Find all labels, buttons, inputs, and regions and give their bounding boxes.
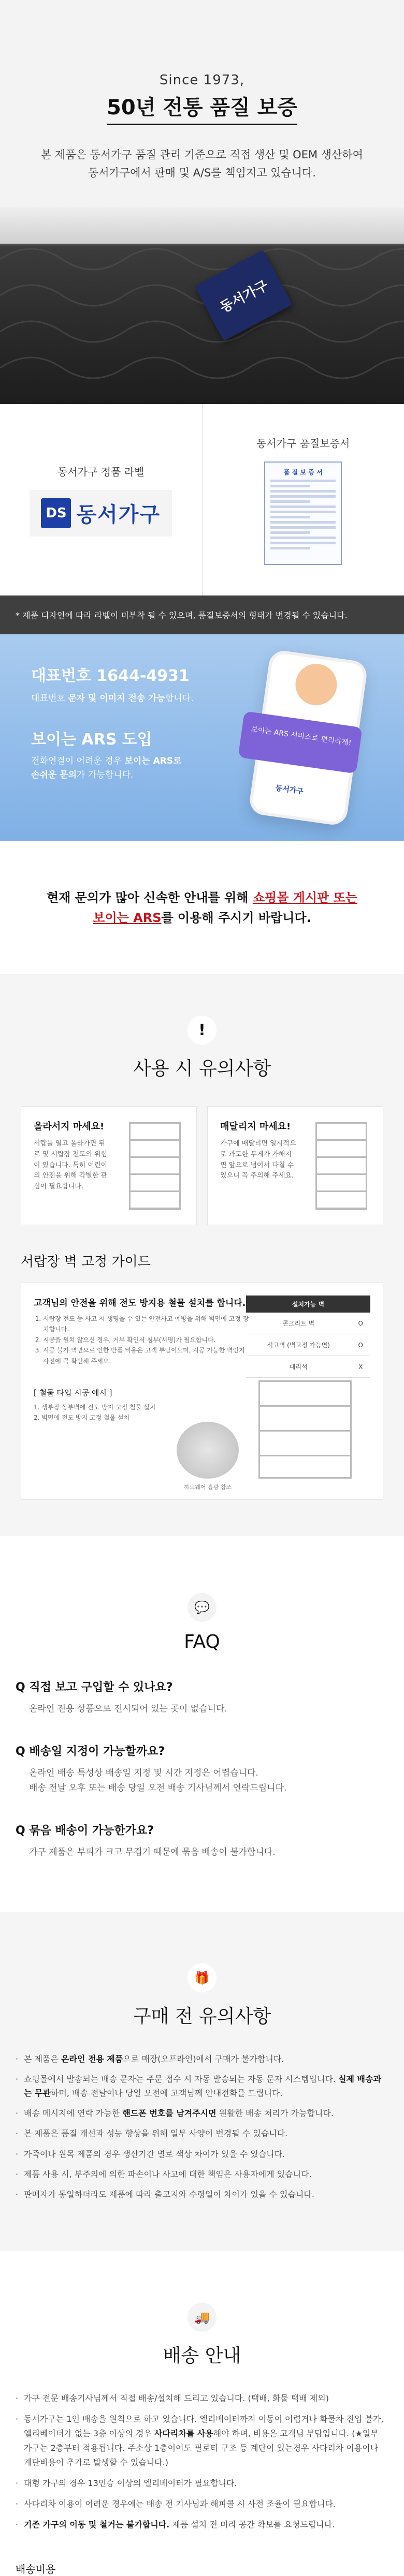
delivery-fee-title: 배송비용 bbox=[16, 2561, 388, 2576]
faq-question: Q 직접 보고 구입할 수 있나요? bbox=[16, 1678, 388, 1694]
list-item: · 배송 메시지에 연락 가능한 핸드폰 번호를 남겨주시면 원활한 배송 처리가 가능합니다. bbox=[16, 2103, 388, 2123]
certificate-title: 동서가구 품질보증서 bbox=[256, 435, 350, 450]
faq-item bbox=[16, 1678, 388, 1717]
hardware-caption: 하드웨어 흡광 참조 bbox=[177, 1483, 239, 1491]
certificate-panel bbox=[202, 404, 404, 595]
label-cert-section bbox=[0, 404, 404, 595]
delivery-list bbox=[16, 2388, 388, 2535]
faq-question: Q 배송일 지정이 가능할까요? bbox=[16, 1743, 388, 1759]
wall-guide-box bbox=[21, 1283, 383, 1500]
list-item: · 가죽이나 원목 제품의 경우 생산기간 별로 색상 차이가 있을 수 있습니다. bbox=[16, 2144, 388, 2164]
chat-bubble-icon: 💬 bbox=[187, 1593, 217, 1622]
quality-title: 50년 전통 품질 보증 bbox=[107, 91, 297, 125]
wall-guide-title: 서랍장 벽 고정 가이드 bbox=[21, 1251, 383, 1270]
since-text: Since 1973, bbox=[21, 72, 383, 88]
faq-answer: 온라인 전용 상품으로 전시되어 있는 곳이 없습니다. bbox=[16, 1702, 388, 1717]
mattress-brand-tag: 동서가구 bbox=[195, 250, 293, 341]
list-item: · 판매자가 동일하더라도 제품에 따라 출고지와 수령일이 차이가 있을 수 있습니다. bbox=[16, 2184, 388, 2205]
quality-description bbox=[21, 146, 383, 182]
phone-banner bbox=[0, 634, 404, 841]
list-item: · 사다리차 이용이 어려운 경우에는 배송 전 기사님과 해피콜 시 사전 조율이 필요합니다. bbox=[16, 2494, 388, 2514]
quality-desc-line2: 동서가구에서 판매 및 A/S를 책임지고 있습니다. bbox=[21, 164, 383, 182]
brand-logo-text: 동서가구 bbox=[76, 498, 161, 528]
list-item: · 본 제품은 온라인 전용 제품으로 매장(오프라인)에서 구매가 불가합니다. bbox=[16, 2049, 388, 2069]
warning-cards bbox=[21, 1106, 383, 1225]
guide-box-title: 고객님의 안전을 위해 전도 방지용 철물 설치를 합니다. bbox=[34, 1296, 370, 1308]
mattress-photo bbox=[0, 207, 404, 404]
pre-purchase-list bbox=[16, 2049, 388, 2205]
brand-logo bbox=[30, 490, 172, 537]
ars-title: 보이는 ARS 도입 bbox=[31, 726, 373, 749]
inquiry-notice: 현재 문의가 많아 신속한 안내를 위해 쇼핑몰 게시판 또는 보이는 ARS를 이용해 주시기 바랍니다. bbox=[0, 841, 404, 974]
guide-steps bbox=[34, 1314, 251, 1366]
table-row: 석고벽 (벽고정 가능면) O bbox=[246, 1334, 370, 1356]
rep-number-title: 대표번호 1644-4931 bbox=[31, 663, 373, 686]
mattress-quilt-pattern bbox=[0, 239, 404, 404]
list-item: · 동서가구는 1인 배송을 원칙으로 하고 있습니다. 엘리베이터까지 이동이 어렵거나 화물차 진입 불가, 엘리베이터가 없는 3층 이상의 경우 사다리차를 사용해야 하며, 비용은 고객님 부담입니다. (★일부 가구는 2층부터 적용됩니다. 주소상 1층이어도 필로티 구조 등 계단이 있는경우 사다리차 이용이나 계단비용이 추가로 발생할 수 있습니다.) bbox=[16, 2409, 388, 2473]
ars-sub: 전화연결이 어려운 경우 보이는 ARS로 손쉬운 문의가 가능합니다. bbox=[31, 754, 373, 782]
list-item: · 본 제품은 품질 개선과 성능 향상을 위해 일부 사양이 변경될 수 있습니다. bbox=[16, 2123, 388, 2143]
warning-card-text: 가구에 매달리면 일시적으로 과도한 무게가 가해지면 앞으로 넘어서 다칠 수 있으니 꼭 주의해 주세요. bbox=[220, 1139, 298, 1182]
table-row: 콘크리트 벽 O bbox=[246, 1313, 370, 1334]
certificate-document bbox=[264, 461, 342, 565]
pre-purchase-title: 구매 전 유의사항 bbox=[16, 2002, 388, 2028]
guide-step: 3. 시공 불가 벽면으로 인한 반품 비용은 고객 부담이오며, 시공 가능한 벽인지 사전에 꼭 확인해 주세요. bbox=[43, 1345, 251, 1366]
quality-desc-line1: 본 제품은 동서가구 품질 관리 기준으로 직접 생산 및 OEM 생산하여 bbox=[21, 146, 383, 164]
genuine-label-title: 동서가구 정품 라벨 bbox=[57, 464, 144, 479]
faq-item bbox=[16, 1822, 388, 1860]
table-row: 대리석 X bbox=[246, 1356, 370, 1378]
phone-logo: 동서가구 bbox=[275, 783, 304, 797]
shopping-board-link: 쇼핑몰 게시판 또는 bbox=[253, 890, 357, 905]
faq-answer: 온라인 배송 특성상 배송일 지정 및 시간 지정은 어렵습니다. 배송 전날 오후 또는 배송 당일 오전 배송 기사님께서 연락드립니다. bbox=[16, 1766, 388, 1796]
wall-type-table bbox=[246, 1296, 370, 1378]
type-example-item: 2. 벽면에 전도 방지 고정 철물 설치 bbox=[34, 1412, 370, 1423]
list-item: · 쇼핑몰에서 발송되는 배송 문자는 주문 접수 시 자동 발송되는 자동 문자 시스템입니다. 실제 배송과는 무관하며, 배송 전날이나 당일 오전에 고객님께 안내전화를 드립니다. bbox=[16, 2069, 388, 2103]
faq-question: Q 묶음 배송이 가능한가요? bbox=[16, 1822, 388, 1838]
warning-card-title: 매달리지 마세요! bbox=[220, 1119, 370, 1133]
warning-card-climb bbox=[21, 1106, 197, 1225]
table-header: 설치가능 벽 bbox=[246, 1296, 370, 1313]
faq-section bbox=[0, 1536, 404, 1912]
cabinet-illustration bbox=[258, 1380, 352, 1479]
list-item: · 제품 사용 시, 부주의에 의한 파손이나 사고에 대한 책임은 사용자에게 있습니다. bbox=[16, 2164, 388, 2184]
gift-icon: 🎁 bbox=[187, 1963, 217, 1992]
caution-title: 사용 시 유의사항 bbox=[21, 1054, 383, 1080]
warning-card-text: 서랍을 열고 올라가면 뒤로 및 서랍장 전도의 위험이 있습니다. 특히 어린이의 안전을 위해 각별한 관심이 필요합니다. bbox=[34, 1139, 111, 1193]
list-item: · 가구 전문 배송기사님께서 직접 배송/설치해 드리고 있습니다. (택배, 화물 택배 제외) bbox=[16, 2388, 388, 2409]
rep-number-sub: 대표번호 문자 및 이미지 전송 가능합니다. bbox=[31, 691, 373, 704]
list-item: · 대형 가구의 경우 13인승 이상의 엘리베이터가 필요합니다. bbox=[16, 2473, 388, 2494]
warning-card-hang bbox=[207, 1106, 383, 1225]
guide-step: 2. 시공을 원치 않으신 경우, 거부 확인서 첨부(서명)가 필요합니다. bbox=[43, 1335, 251, 1345]
usage-caution-section bbox=[0, 974, 404, 1536]
faq-answer: 가구 제품은 부피가 크고 무겁기 때문에 묶음 배송이 불가합니다. bbox=[16, 1845, 388, 1860]
warning-card-title: 올라서지 마세요! bbox=[34, 1119, 184, 1133]
ars-card: 보이는 ARS 서비스로 편리하게! bbox=[238, 711, 362, 774]
genuine-label-panel bbox=[0, 404, 202, 595]
type-example-title: [ 철물 타입 시공 예시 ] bbox=[34, 1387, 370, 1398]
label-notice: * 제품 디자인에 따라 라벨이 미부착 될 수 있으며, 품질보증서의 형태가 변경될 수 있습니다. bbox=[0, 595, 404, 634]
hardware-photo bbox=[177, 1422, 239, 1479]
agent-avatar-icon bbox=[293, 661, 339, 708]
pre-purchase-section bbox=[0, 1912, 404, 2252]
exclamation-icon: ! bbox=[187, 1016, 217, 1045]
quality-section bbox=[0, 0, 404, 207]
guide-step: 1. 서랍장 전도 등 사고 시 생명을 수 있는 안전사고 예방을 위해 벽면에 고정 장치합니다. bbox=[43, 1314, 251, 1335]
faq-title: FAQ bbox=[16, 1631, 388, 1652]
truck-icon: 🚚 bbox=[187, 2303, 217, 2332]
drawer-illustration bbox=[315, 1122, 367, 1210]
list-item: · 기존 가구의 이동 및 철거는 불가합니다. 제품 설치 전 미리 공간 확보를 요청드립니다. bbox=[16, 2514, 388, 2535]
type-example-item: 1. 생부장 상부벽에 전도 방지 고정 철물 설치 bbox=[34, 1402, 370, 1412]
drawer-illustration bbox=[129, 1122, 181, 1210]
delivery-title: 배송 안내 bbox=[16, 2341, 388, 2367]
certificate-doc-title: 품 질 보 증 서 bbox=[270, 468, 336, 477]
brand-logo-icon: DS bbox=[41, 498, 71, 528]
ars-link: 보이는 ARS bbox=[93, 911, 161, 925]
delivery-section bbox=[0, 2251, 404, 2576]
faq-item bbox=[16, 1743, 388, 1796]
